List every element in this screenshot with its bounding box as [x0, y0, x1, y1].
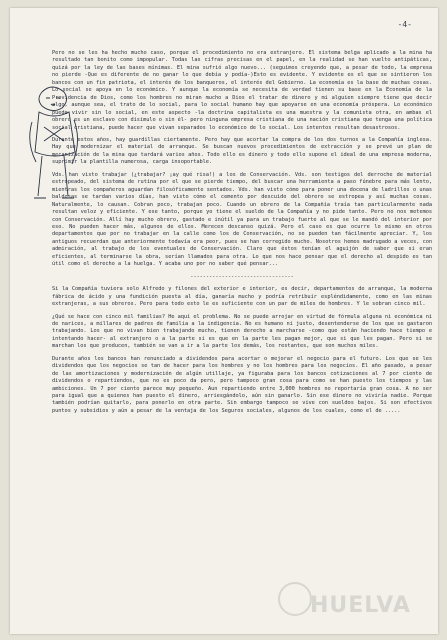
- archive-watermark: HUELVA: [310, 593, 411, 618]
- paragraph-6: Durante años los bancos han renunciado a dividendos para acortar o mejorar el negocio para el futuro. Los que se les dividendos que los negocios se tan de hacer para los hombres y no los hombres para los negocios. El año pasado, a pesar de las amortizaciones y modernización de algún utillaje, ya figuraba para los bancos cotizaciones al 7 por ciento de dividendos o repartiendos, que no es poco da pero, pero tampoco gran cosa para como se han puesto los tiempos y las ambiciones. Un 7 por ciento parece muy pequeño. Aun repartiendo entre 3,000 hombres no reportaría gran cosa. A no ser para igual que a quienes han puesto el dinero, arriesgándolo, aún sin ganarlo. Sin ese dinero no viviría nadie. Porque también podrían quitarlo, para ponerlo en otra parte. Sin embargo tampoco se vive con sueldos bajos. Si son efectivos puntos y subsidios y aún a pesar de la ventaja de los Seguros sociales, algunos de los cuales, como el de .....: [52, 355, 432, 414]
- paragraph-4: Si la Compañía tuviera solo Alfredo y filones del exterior e interior, es decir, departamentos de arranque, la moderna fábrica de ácido y una fundición puesta al día, ganaría mucho y podría retribuir espléndidamente, como en las minas extranjeras, a sus obreros. Pero para todo esto le es suficiente con un par de miles de hombres. Y le sobran cinco mil.: [52, 286, 432, 308]
- article-body: [52, 50, 432, 420]
- document-page: [10, 8, 438, 634]
- paragraph-1: Pero no se les ha hecho mucho caso, porque el procedimiento no era extranjero. El sistema belga aplicado a la mina ha resultado tan bonito como impopular. Todas las cifras precisas en el papel, en la realidad se han vuelto antipáticas, quizá por la ley de las bases mínimas. El mina sufrió algo nuevo... (seguimos creyendo que, a pesar de todo, la empresa no pierde -Que es diferente de no ganar lo que debía y podía-)Esto es evidente. Y evidente es el que se sintieron los bancos con un fin patriota, el interés de los banqueros, el interés del Gobierno. La economía es la base de muchas cosas. Lo social se apoya en lo económico. Y aunque la economía se necesita de verdad tienen su base en la Economía de la Providencia de Dios, como los hombres no miran mucho a Dios el tratar de dinero y mi alguien siempre tiene que decir algo, aunque sea, el trato de lo social, para lo social humano hay que apoyarse en una economía próspera. Lo económico puede vivir sin lo social, en este aspecto -la doctrina capitalista es una muestra y la comunista otra, en ambas el obrero es un esclavo con disimulo o sin él- pero ninguna empresa cristiana de una nación cristiana que tenga una política social cristiana, puede hacer que vivan separados lo económico de lo social. Los intentos resultan desastrosos.: [52, 50, 432, 131]
- archive-seal-watermark: [278, 582, 312, 616]
- paragraph-2: Durante estos años, hay guardillas ciertamente. Pero hay que acortar la compra de los dos turnos a la Compañía inglesa. Hay que modernizar el material de arranque. Se buscan nuevos procedimientos de extracción y se prevé un plan de mecanización de la mina que tardará varios años. Todo ello es dinero y todo ello supone el ideal de una empresa moderna, suprimir la plantilla numerosa, carga insoportable.: [52, 136, 432, 166]
- section-separator: ---------------------------------: [190, 273, 294, 280]
- paragraph-5: ¿Qué se hace con cinco mil familias? He aquí el problema. No se puede arrojar en virtud de fórmula alguna ni económica ni de narices, a millares de padres de familia a la indigencia. No es humano ni justo, desentenderse de los que se gastaron trabajando. Los que no vivan bien trabajando mucho, tienen derecho a marcharse -como que están haciendo hace tiempo e intentando hacer- al extranjero o a la parte si es que en la parte les pagan mejor, que si que les pagan. Pero si se marchan los que producen, también se van a ir a la parte los demás, los restantes, que son muchos miles.: [52, 313, 432, 350]
- page-number: -4-: [397, 20, 412, 29]
- paragraph-3: Vds. han visto trabajar (¿trabajar? ¡ay qué risa!) a los de Conservación. Vds. son testigos del derroche de material estropeado, del sistema de rutina por el que se pierde tiempo, del buscar una herramienta a paso fúnebre para más lento, mientras los compañeros aguardan filosóficamente sentados. Vds. han visto cómo para poner una docena de ladrillos o unas baldosas se tardan varios días, han visto cómo el cemento por descuido del obrero se estropea y así muchas cosas. Naturalmente, lo causan. Cobran poco, trabajan poco. Cuando un obrero de la Compañía traía tan particularmente nada resultan veloz y eficiente. Y ese tanto, porque yo tiene el sueldo de la Compañía y no pide tanto. Pero no nos metemos con Conservación. Allí hay mucho obrero, gastado e inútil ya para un trabajo fuerte al que se le mandó del interior por eso. No pueden hacer más, algunos de ellos. Merecen descanso quizá. Pero el caso es que ocurre lo mismo en otros departamentos que por no trabajar en la calle como los de Conservación, no se pueden tan fácilmente apreciar. Y, los antiguos recuerdan que anteriormente todavía era peor, pues se han corregido mucho. Nosotros hemos madrugado a veces, con admiración, al trabajo de los eventuales de Conservación. Claro que éstos tenían el aguijón de saber que si eran eficientes, al terminarse la obra, serían llamados para otra. Lo que nos hace pensar que el derecho al despido es tan útil como el derecho a la huelga. Y acaba uno por no saber qué pensar...: [52, 171, 432, 268]
